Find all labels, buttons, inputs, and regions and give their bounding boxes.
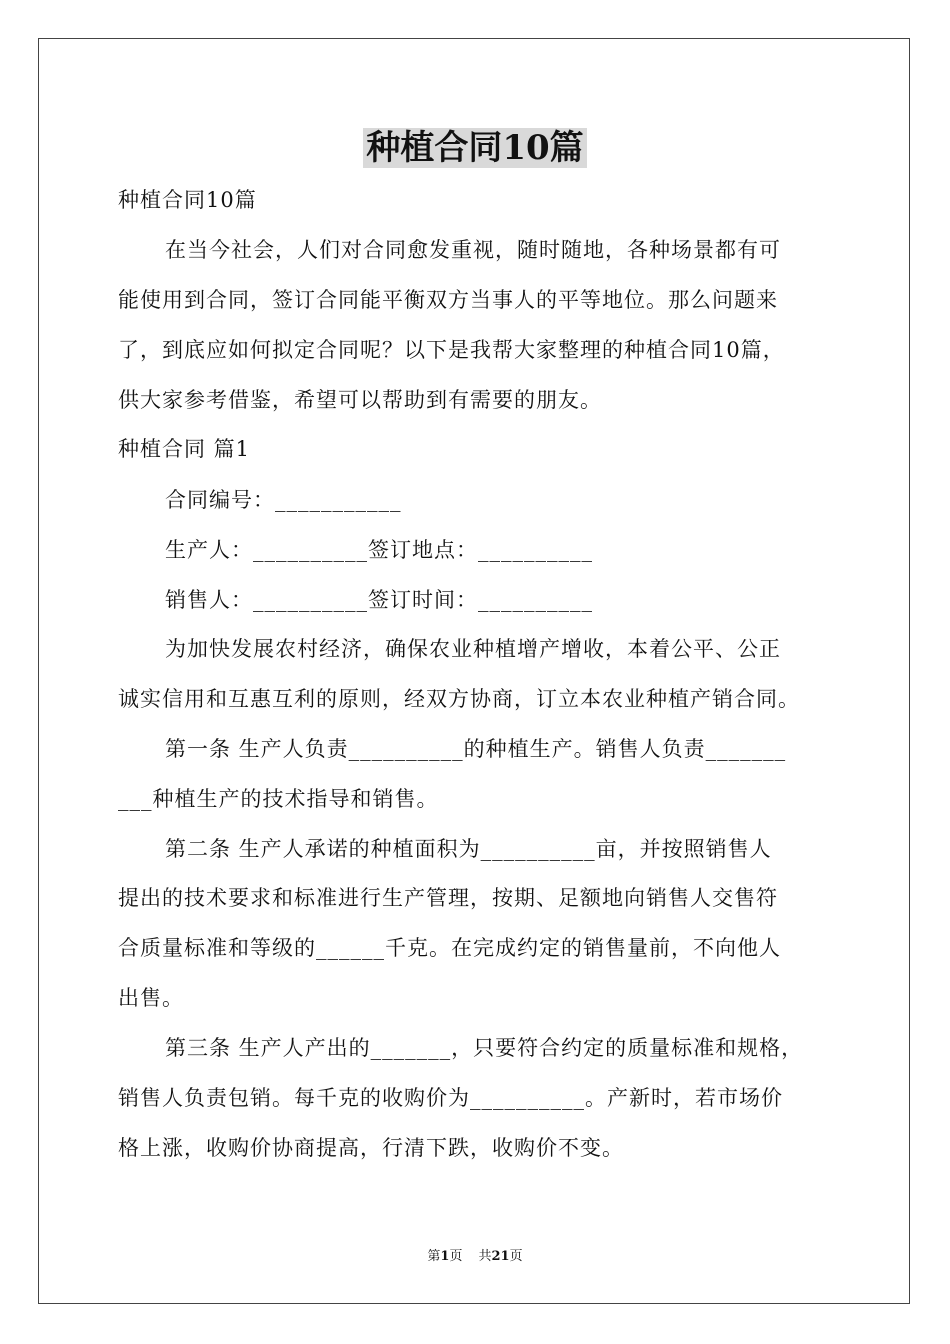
article-1-line-1: 第一条 生产人负责__________的种植生产。销售人负责_______ bbox=[165, 737, 787, 761]
intro-line-4: 供大家参考借鉴，希望可以帮助到有需要的朋友。 bbox=[118, 388, 602, 412]
article-2-line-3: 合质量标准和等级的______千克。在完成约定的销售量前，不向他人 bbox=[118, 936, 781, 960]
section-heading: 种植合同 篇1 bbox=[118, 437, 251, 461]
document-title bbox=[0, 124, 950, 172]
intro-line-3: 了，到底应如何拟定合同呢？以下是我帮大家整理的种植合同10篇， bbox=[118, 338, 785, 362]
article-2-line-2: 提出的技术要求和标准进行生产管理，按期、足额地向销售人交售符 bbox=[118, 886, 778, 910]
page-footer bbox=[0, 1248, 950, 1266]
article-3-line-3: 格上涨，收购价协商提高，行清下跌，收购价不变。 bbox=[118, 1136, 624, 1160]
preamble-line-2: 诚实信用和互惠互利的原则，经双方协商，订立本农业种植产销合同。 bbox=[118, 687, 800, 711]
article-3-line-2: 销售人负责包销。每千克的收购价为__________。产新时，若市场价 bbox=[118, 1086, 783, 1110]
article-1-line-2: ___种植生产的技术指导和销售。 bbox=[118, 787, 439, 811]
footer-page-unit: 页 bbox=[449, 1249, 463, 1264]
footer-total-unit: 页 bbox=[509, 1249, 523, 1264]
producer-line: 生产人：__________签订地点：__________ bbox=[165, 538, 593, 562]
intro-line-2: 能使用到合同，签订合同能平衡双方当事人的平等地位。那么问题来 bbox=[118, 288, 778, 312]
subtitle-line: 种植合同10篇 bbox=[118, 188, 257, 212]
article-2-line-1: 第二条 生产人承诺的种植面积为__________亩，并按照销售人 bbox=[165, 837, 772, 861]
article-2-line-4: 出售。 bbox=[118, 986, 184, 1010]
contract-number-line: 合同编号：___________ bbox=[165, 488, 402, 512]
footer-total-prefix: 共 bbox=[478, 1249, 492, 1264]
preamble-line-1: 为加快发展农村经济，确保农业种植增产增收，本着公平、公正 bbox=[165, 637, 781, 661]
footer-total-pages: 21 bbox=[491, 1249, 510, 1264]
seller-line: 销售人：__________签订时间：__________ bbox=[165, 588, 593, 612]
article-3-line-1: 第三条 生产人产出的_______，只要符合约定的质量标准和规格， bbox=[165, 1036, 804, 1060]
document-title-text: 种植合同10篇 bbox=[363, 128, 586, 168]
intro-line-1: 在当今社会，人们对合同愈发重视，随时随地，各种场景都有可 bbox=[165, 238, 781, 262]
footer-page-prefix: 第 bbox=[427, 1249, 441, 1264]
footer-page-current: 1 bbox=[440, 1249, 450, 1264]
page-border bbox=[38, 38, 910, 1304]
